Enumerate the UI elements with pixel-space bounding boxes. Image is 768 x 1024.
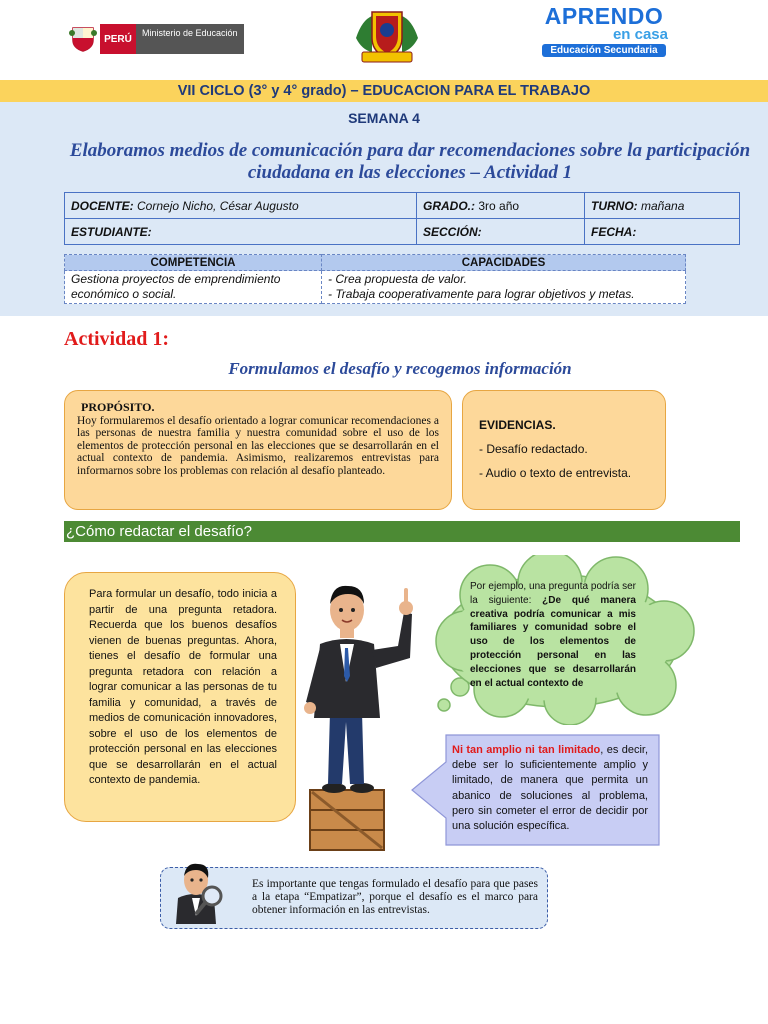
cloud-question: ¿De qué manera creativa podría comunicar a mis familiares y comunidad sobre el uso de los elementos de protección personal en las elecciones que se desarrollarán en el actual contexto de xyxy=(470,594,636,689)
evidencia-item: - Audio o texto de entrevista. xyxy=(479,466,632,480)
cloud-intro: Por ejemplo, una pregunta podría ser la siguiente: xyxy=(470,581,636,606)
capacidad-item: - Trabaja cooperativamente para lograr objetivos y metas. xyxy=(328,287,635,301)
peru-shield-icon xyxy=(66,24,100,54)
magnifier-character-icon xyxy=(170,858,230,924)
ciclo-banner: VII CICLO (3° y 4° grado) – EDUCACION PARA EL TRABAJO xyxy=(0,80,768,102)
aprendo-level: Educación Secundaria xyxy=(542,44,666,57)
aprendo-en-casa-logo xyxy=(536,4,672,60)
estudiante-cell: ESTUDIANTE: xyxy=(65,219,417,245)
callout-highlight: Ni tan amplio ni tan limitado xyxy=(452,744,601,756)
school-seal-icon xyxy=(352,8,422,64)
evidencias-heading: EVIDENCIAS. xyxy=(479,418,556,432)
capacidad-item: - Crea propuesta de valor. xyxy=(328,272,467,286)
ministry-label: Ministerio de Educación xyxy=(136,24,244,54)
ministry-logo xyxy=(66,24,244,54)
activity-subtitle: Formulamos el desafío y recogemos información xyxy=(228,359,572,378)
callout-body: , es decir, debe ser lo suficientemente amplio y limitado, de manera que permita un abanico de soluciones al problema, pero sin cometer el error de decidir por una solución específica. xyxy=(452,744,648,833)
competencia-text: Gestiona proyectos de emprendimiento económico o social. xyxy=(65,271,322,304)
callout-text xyxy=(452,743,648,843)
capacidades-header: CAPACIDADES xyxy=(322,255,686,271)
competencias-table xyxy=(64,254,686,304)
seccion-cell: SECCIÓN: xyxy=(417,219,585,245)
info-table xyxy=(64,192,740,245)
teacher-character-icon xyxy=(300,572,428,852)
fecha-cell: FECHA: xyxy=(585,219,740,245)
peru-label: PERÚ xyxy=(100,24,136,54)
section-heading: ¿Cómo redactar el desafío? xyxy=(64,521,740,542)
cloud-example-text xyxy=(470,580,636,694)
week-label: SEMANA 4 xyxy=(348,110,420,126)
instructions-card: Para formular un desafío, todo inicia a partir de una pregunta retadora. Recuerda que los buenos desafíos vienen de buenas preguntas. Ahora, tienes el desafío de formular una pregunta retadora con relación a lograr comunicar a las personas de tu familia y comunidad, a través de medios de comunicación innovadores, sobre el uso de los elementos de protección personal en las elecciones que se desarrollarán en el actual contexto de pandemia. xyxy=(64,572,296,822)
aprendo-title: APRENDO xyxy=(544,3,664,29)
evidencia-item: - Desafío redactado. xyxy=(479,442,588,456)
page-title: Elaboramos medios de comunicación para dar recomendaciones sobre la participación ciudadana en las elecciones – Actividad 1 xyxy=(69,140,751,183)
grado-cell: GRADO.: 3ro año xyxy=(417,193,585,219)
proposito-heading: PROPÓSITO. xyxy=(81,400,155,414)
turno-cell: TURNO: mañana xyxy=(585,193,740,219)
competencia-header: COMPETENCIA xyxy=(65,255,322,271)
activity-title: Actividad 1: xyxy=(64,328,169,350)
evidencias-card xyxy=(462,390,666,510)
docente-cell: DOCENTE: Cornejo Nicho, César Augusto xyxy=(65,193,417,219)
capacidades-text xyxy=(322,271,686,304)
note-text: Es importante que tengas formulado el desafío para que pases a la etapa “Empatizar”, porque el desafío es el marco para obtener información en las entrevistas. xyxy=(252,878,538,916)
proposito-card xyxy=(64,390,452,510)
proposito-body: Hoy formularemos el desafío orientado a lograr comunicar recomendaciones a las personas de nuestra familia y nuestra comunidad sobre el uso de los elementos de protección personal en las elecciones que se desarrollarán en el actual contexto de pandemia. Asimismo, realizaremos entrevistas para informarnos sobre los problemas con relación al desafío planteado. xyxy=(77,414,439,477)
aprendo-subtitle: en casa xyxy=(612,26,668,43)
